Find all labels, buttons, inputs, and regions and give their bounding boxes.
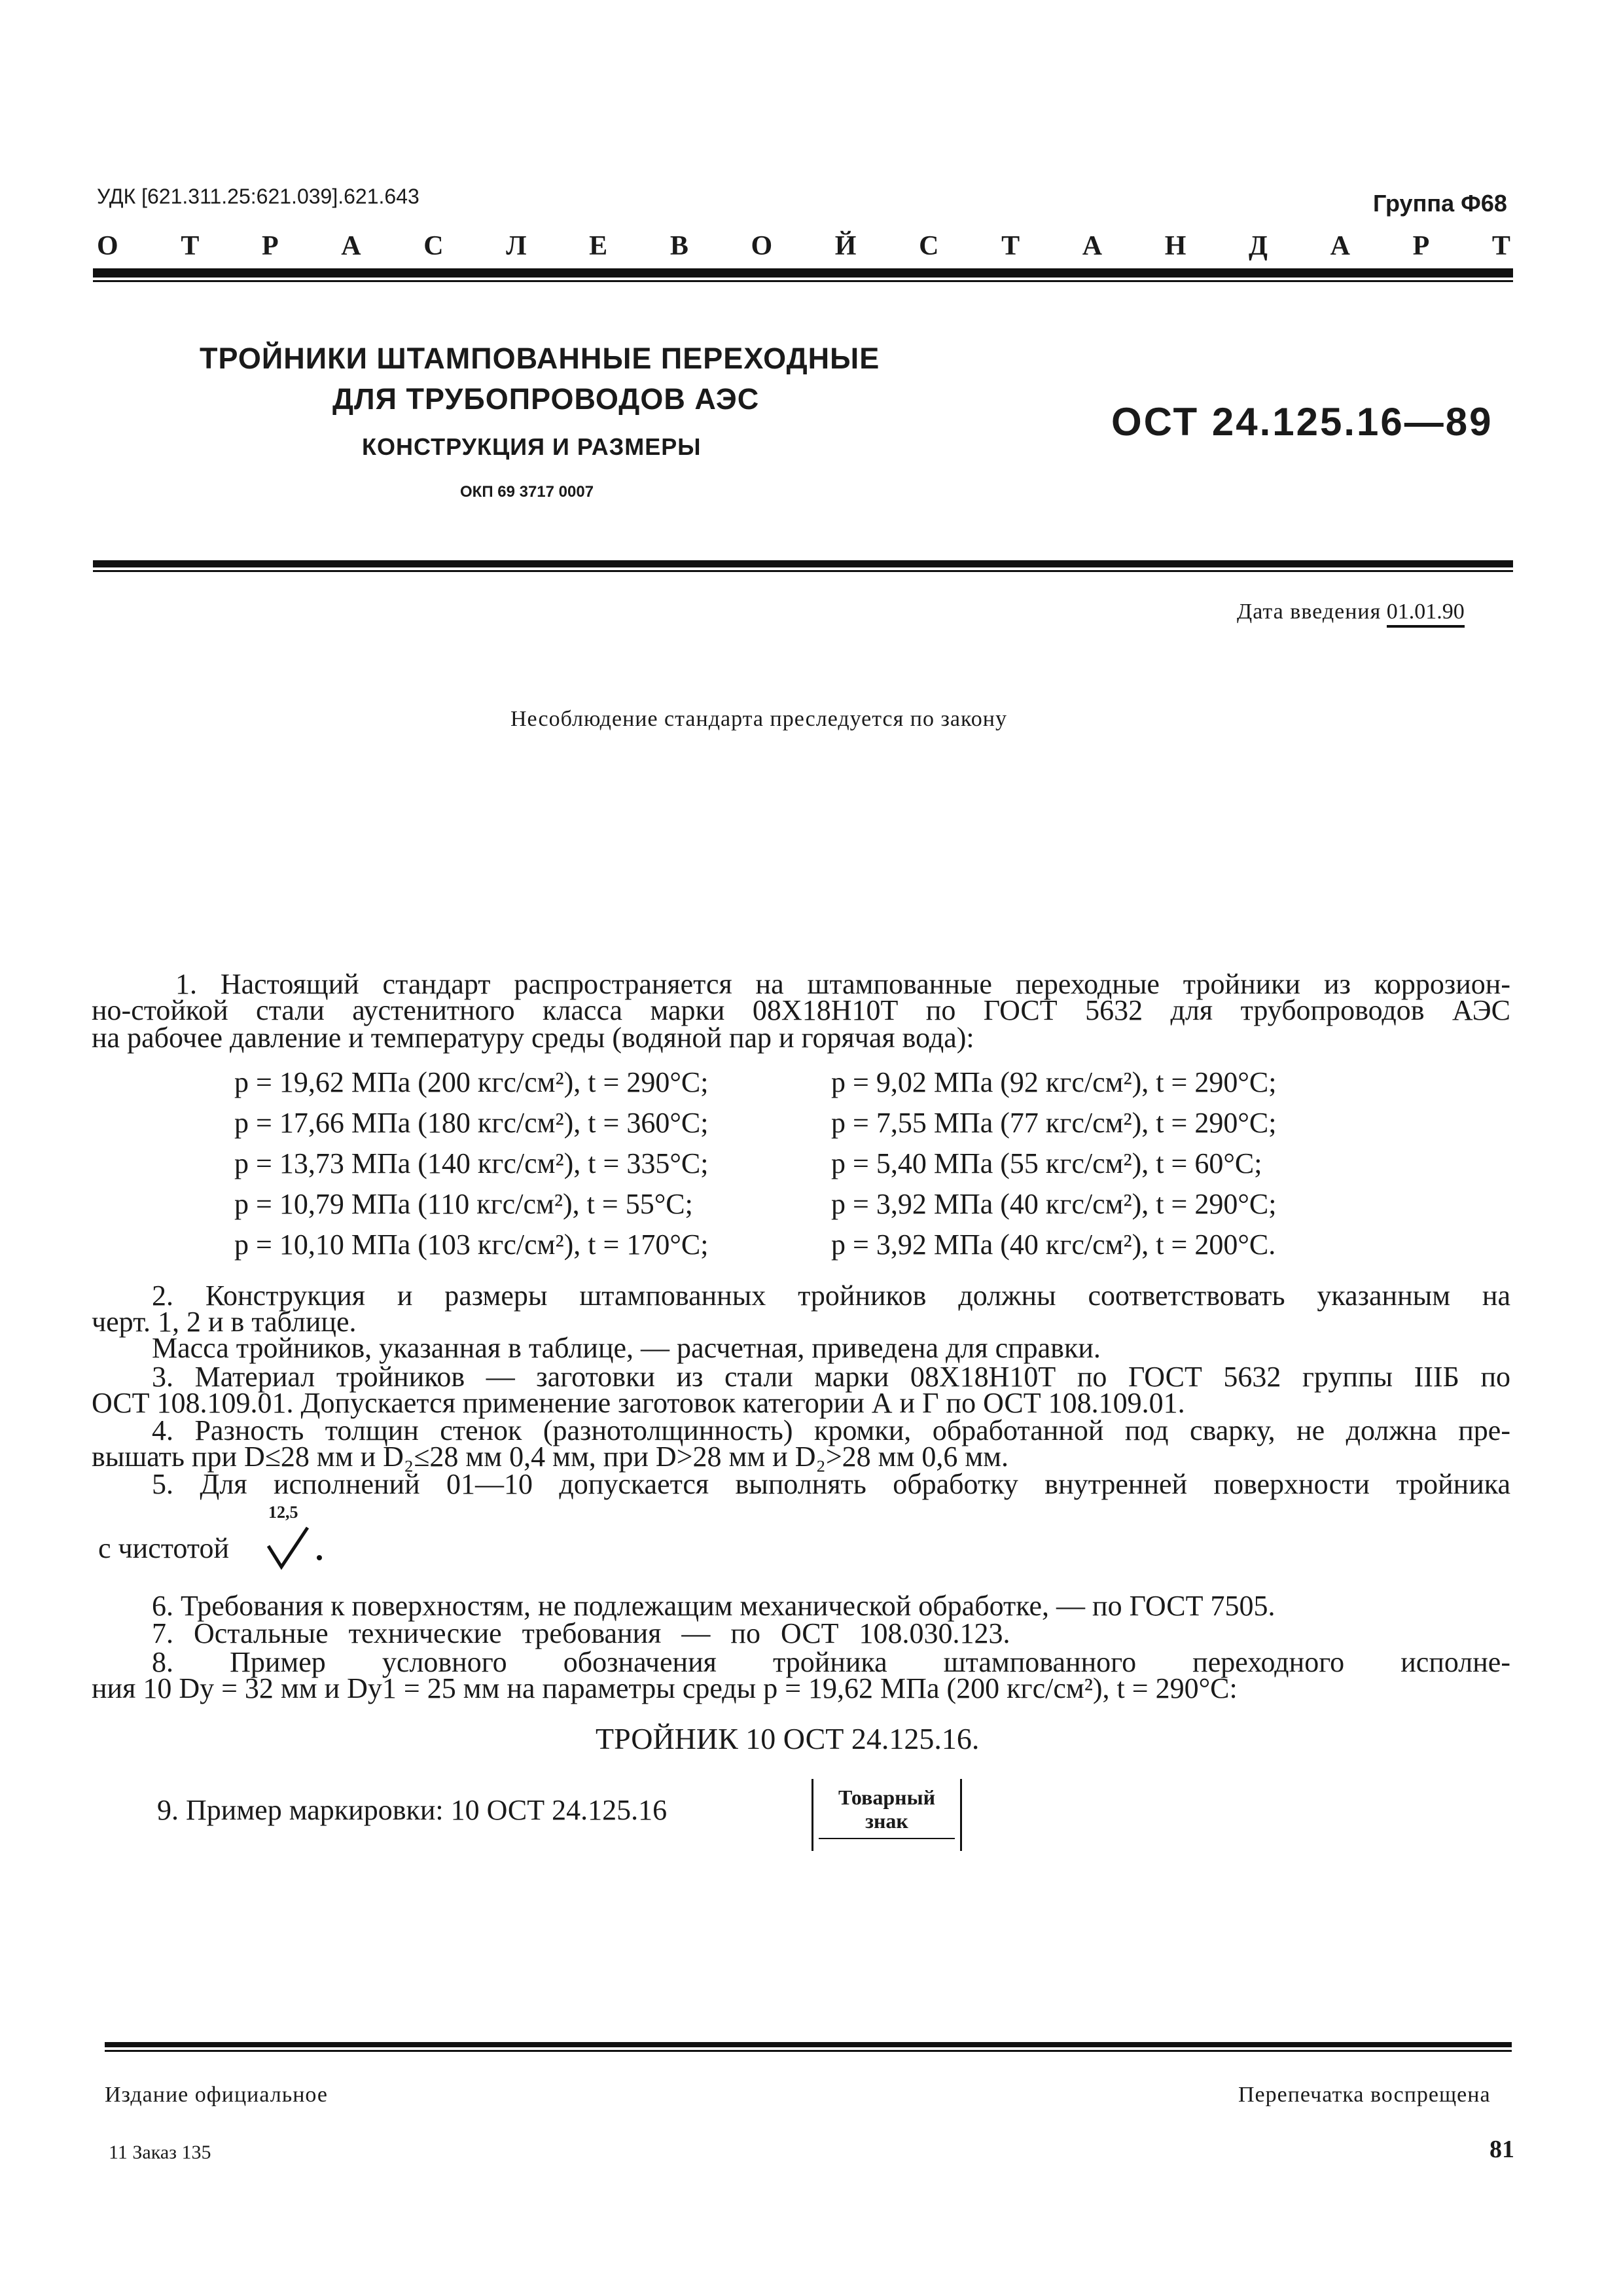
title-rule-bottom [93, 560, 1513, 567]
paragraph-2-line-3: Масса тройников, указанная в таблице, — расчетная, приведена для справки. [152, 1332, 1101, 1364]
footer-rule-thin [105, 2050, 1512, 2052]
paragraph-7: 7. Остальные технические требования — по ОСТ 108.030.123. [152, 1617, 1010, 1649]
page-number: 81 [1489, 2136, 1514, 2163]
trademark-underline [819, 1838, 955, 1839]
banner-letter: Р [1412, 231, 1430, 261]
legal-notice: Несоблюдение стандарта преследуется по закону [510, 707, 1007, 731]
paragraph-2-line-1: 2. Конструкция и размеры штампованных тройников должны соответствовать указанным на [152, 1280, 1510, 1312]
edition-label: Издание официальное [105, 2083, 328, 2107]
paragraph-4-line-1: 4. Разность толщин стенок (разнотолщинность) кромки, обработанной под сварку, не должна пре- [152, 1414, 1510, 1446]
param-right-3: p = 5,40 МПа (55 кгс/см²), t = 60°C; [831, 1147, 1262, 1179]
banner-letter: Т [181, 231, 200, 261]
paragraph-1-line-2: но-стойкой стали аустенитного класса марки 08Х18Н10Т по ГОСТ 5632 для трубопроводов АЭС [92, 994, 1510, 1026]
title-rule-bottom-thin [93, 570, 1513, 572]
designation-example: ТРОЙНИК 10 ОСТ 24.125.16. [596, 1722, 980, 1755]
banner-letter: Е [589, 231, 608, 261]
banner-letter: А [1082, 231, 1103, 261]
paragraph-2-line-2: черт. 1, 2 и в таблице. [92, 1306, 357, 1338]
roughness-check-icon [264, 1524, 323, 1571]
param-left-2: p = 17,66 МПа (180 кгс/см²), t = 360°C; [234, 1107, 709, 1139]
title-line-3: КОНСТРУКЦИЯ И РАЗМЕРЫ [362, 433, 702, 460]
banner-letter: А [1330, 231, 1350, 261]
param-right-2: p = 7,55 МПа (77 кгс/см²), t = 290°C; [831, 1107, 1277, 1139]
paragraph-6: 6. Требования к поверхностям, не подлежащим механической обработке, — по ГОСТ 7505. [152, 1590, 1275, 1622]
banner-letter: О [751, 231, 773, 261]
banner-letter: А [341, 231, 361, 261]
footer-rule [105, 2042, 1512, 2047]
paragraph-9: 9. Пример маркировки: 10 ОСТ 24.125.16 [157, 1794, 668, 1826]
param-right-4: p = 3,92 МПа (40 кгс/см²), t = 290°C; [831, 1188, 1277, 1220]
trademark-line-1: Товарный [838, 1785, 936, 1809]
paragraph-4-line-2: вышать при D≤28 мм и D₂≤28 мм 0,4 мм, при D>28 мм и D₂>28 мм 0,6 мм. [92, 1441, 1009, 1473]
reprint-notice: Перепечатка воспрещена [1238, 2083, 1491, 2107]
banner-otraslevoy-standart [97, 230, 1510, 262]
header-rule-top-thin [93, 280, 1513, 282]
banner-letter: Р [261, 231, 279, 261]
param-left-3: p = 13,73 МПа (140 кгс/см²), t = 335°C; [234, 1147, 709, 1179]
paragraph-3-line-2: ОСТ 108.109.01. Допускается применение заготовок категории А и Г по ОСТ 108.109.01. [92, 1387, 1185, 1419]
title-line-1: ТРОЙНИКИ ШТАМПОВАННЫЕ ПЕРЕХОДНЫЕ [200, 342, 880, 375]
paragraph-5-line-1: 5. Для исполнений 01—10 допускается выполнять обработку внутренней поверхности тройника [152, 1468, 1510, 1500]
banner-letter: С [919, 231, 939, 261]
banner-letter: В [669, 231, 688, 261]
trademark-line-2: знак [865, 1809, 908, 1833]
banner-letter: Л [506, 231, 527, 261]
udk-code: УДК [621.311.25:621.039].621.643 [97, 185, 419, 208]
param-right-5: p = 3,92 МПа (40 кгс/см²), t = 200°C. [831, 1229, 1276, 1261]
header-rule-top [93, 268, 1513, 278]
roughness-value: 12,5 [268, 1503, 298, 1522]
group-code: Группа Ф68 [1373, 190, 1507, 217]
paragraph-8-line-2: ния 10 Dу = 32 мм и Dу1 = 25 мм на параметры среды p = 19,62 МПа (200 кгс/см²), t = 290°C: [92, 1672, 1238, 1704]
param-left-1: p = 19,62 МПа (200 кгс/см²), t = 290°C; [234, 1066, 709, 1098]
order-number: 11 Заказ 135 [109, 2142, 211, 2163]
paragraph-8-line-1: 8. Пример условного обозначения тройника штампованного переходного исполне- [152, 1646, 1510, 1678]
banner-letter: О [97, 231, 118, 261]
param-left-5: p = 10,10 МПа (103 кгс/см²), t = 170°C; [234, 1229, 709, 1261]
paragraph-5-line-2: с чистотой [98, 1532, 229, 1564]
banner-letter: Й [834, 231, 857, 261]
title-line-2: ДЛЯ ТРУБОПРОВОДОВ АЭС [332, 382, 760, 416]
intro-date [1237, 600, 1465, 624]
paragraph-1-line-1: 1. Настоящий стандарт распространяется на штампованные переходные тройники из коррозион- [175, 968, 1510, 1000]
param-right-1: p = 9,02 МПа (92 кгс/см²), t = 290°C; [831, 1066, 1277, 1098]
param-left-4: p = 10,79 МПа (110 кгс/см²), t = 55°C; [234, 1188, 693, 1220]
banner-letter: С [423, 231, 444, 261]
banner-letter: Т [1491, 231, 1510, 261]
intro-date-label: Дата введения [1237, 600, 1382, 624]
banner-letter: Т [1001, 231, 1020, 261]
paragraph-1-line-3: на рабочее давление и температуру среды (водяной пар и горячая вода): [92, 1022, 974, 1054]
standard-number: ОСТ 24.125.16—89 [1111, 400, 1493, 444]
okp-code: ОКП 69 3717 0007 [460, 483, 594, 501]
banner-letter: Н [1164, 231, 1186, 261]
intro-date-value: 01.01.90 [1387, 600, 1465, 628]
banner-letter: Д [1249, 231, 1268, 261]
trademark-box [812, 1779, 962, 1851]
paragraph-3-line-1: 3. Материал тройников — заготовки из стали марки 08Х18Н10Т по ГОСТ 5632 группы IIIБ по [152, 1361, 1510, 1393]
